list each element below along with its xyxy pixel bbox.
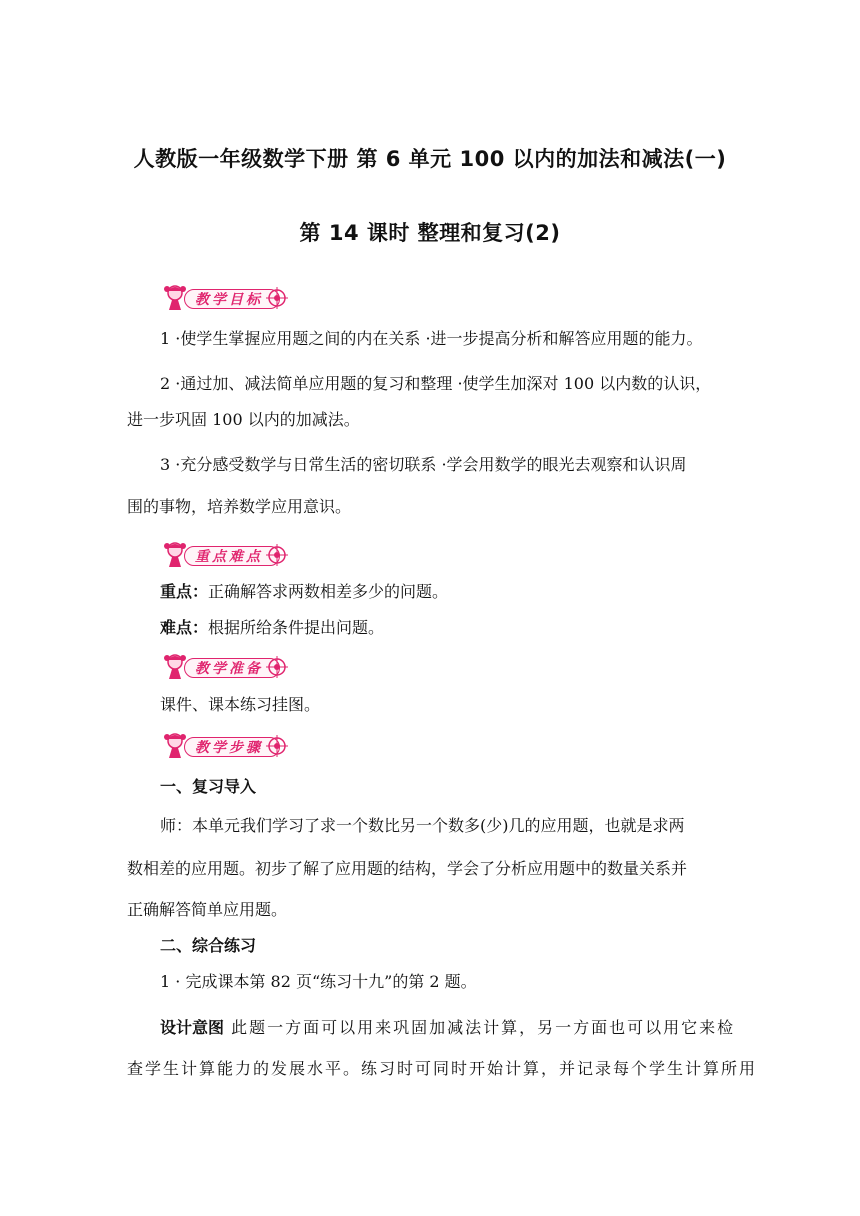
section-badge-label: 重点难点 — [195, 549, 263, 565]
section-badge-prep — [160, 652, 286, 680]
section-badge-goals — [160, 283, 286, 311]
goal-3-line-1: 3 ·充分感受数学与日常生活的密切联系 ·学会用数学的眼光去观察和认识周 — [160, 455, 687, 474]
section-badge-key — [160, 540, 286, 568]
target-icon — [266, 735, 288, 757]
section-heading-review: 一、复习导入 — [160, 777, 257, 796]
target-icon — [266, 656, 288, 678]
target-icon — [266, 287, 288, 309]
goal-3-line-2: 围的事物，培养数学应用意识。 — [127, 497, 352, 516]
target-icon — [266, 544, 288, 566]
design-intent-label: 设计意图 — [160, 1018, 225, 1037]
design-intent-line-1 — [160, 1017, 735, 1039]
review-paragraph-line-3: 正确解答简单应用题。 — [127, 900, 288, 919]
prep-text: 课件、课本练习挂图。 — [160, 695, 321, 714]
difficulty-label: 难点： — [160, 618, 209, 637]
lesson-title: 第 14 课时 整理和复习(2) — [299, 221, 561, 245]
design-intent-line-2: 查学生计算能力的发展水平。练习时可同时开始计算，并记录每个学生计算所用 — [127, 1059, 758, 1078]
section-badge-steps — [160, 731, 286, 759]
goal-1: 1 ·使学生掌握应用题之间的内在关系 ·进一步提高分析和解答应用题的能力。 — [160, 329, 703, 348]
section-badge-label: 教学步骤 — [195, 740, 263, 756]
review-paragraph-line-1: 师：本单元我们学习了求一个数比另一个数多(少)几的应用题，也就是求两 — [160, 816, 685, 835]
goal-2-line-1: 2 ·通过加、减法简单应用题的复习和整理 ·使学生加深对 100 以内数的认识， — [160, 374, 712, 393]
goal-2-line-2: 进一步巩固 100 以内的加减法。 — [127, 410, 360, 429]
key-label: 重点： — [160, 582, 209, 601]
key-text: 正确解答求两数相差多少的问题。 — [208, 582, 449, 601]
section-heading-practice: 二、综合练习 — [160, 936, 257, 955]
key-point — [160, 581, 448, 603]
difficult-point — [160, 617, 384, 639]
section-badge-label: 教学目标 — [195, 292, 263, 308]
review-paragraph-line-2: 数相差的应用题。初步了解了应用题的结构，学会了分析应用题中的数量关系并 — [127, 859, 688, 878]
section-badge-label: 教学准备 — [195, 661, 263, 677]
difficulty-text: 根据所给条件提出问题。 — [208, 618, 385, 637]
design-intent-text: 此题一方面可以用来巩固加减法计算，另一方面也可以用它来检 — [224, 1018, 736, 1037]
exercise-1: 1 · 完成课本第 82 页“练习十九”的第 2 题。 — [160, 972, 477, 991]
page-title: 人教版一年级数学下册 第 6 单元 100 以内的加法和减法(一) — [133, 147, 727, 171]
